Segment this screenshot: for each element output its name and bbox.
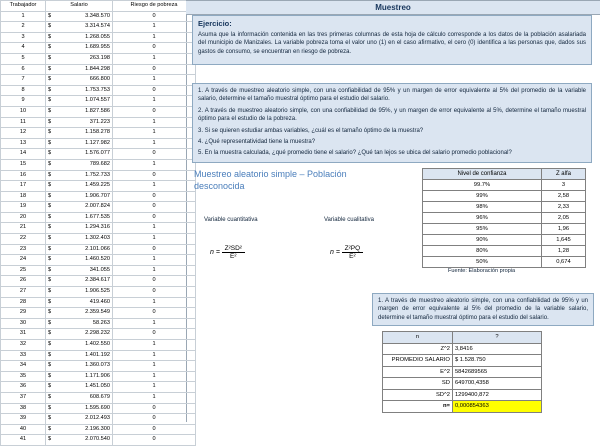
cell-salario[interactable]: $ 1.827.586	[46, 106, 113, 117]
cell-salario[interactable]: $ 1.268.055	[46, 32, 113, 43]
z-value: 1,96	[541, 224, 585, 235]
confidence-row	[423, 202, 586, 213]
cell-salario[interactable]: $ 2.007.824	[46, 202, 113, 213]
formula-fraction-quantitative	[222, 245, 245, 260]
table-row[interactable]	[1, 255, 196, 266]
cell-salario[interactable]: $ 371.223	[46, 117, 113, 128]
cell-trabajador[interactable]: 11	[1, 117, 46, 128]
cell-riesgo-pobreza[interactable]: 1	[113, 265, 196, 276]
cell-trabajador[interactable]: 30	[1, 318, 46, 329]
column-header-riesgo: Riesgo de pobreza	[113, 1, 196, 12]
cell-trabajador[interactable]: 17	[1, 181, 46, 192]
cell-riesgo-pobreza[interactable]: 1	[113, 234, 196, 245]
table-row[interactable]	[1, 371, 196, 382]
calc-row-label: Z^2	[383, 343, 453, 355]
cell-salario[interactable]: $ 1.906.525	[46, 287, 113, 298]
table-row[interactable]	[1, 234, 196, 245]
table-row[interactable]	[1, 138, 196, 149]
cell-riesgo-pobreza[interactable]: 0	[113, 435, 196, 446]
calc-row-value[interactable]: 3,8416	[452, 343, 541, 355]
formula-lhs-quantitative: n =	[210, 249, 220, 256]
column-header-trabajador: Trabajador	[1, 1, 46, 12]
cell-riesgo-pobreza[interactable]: 1	[113, 53, 196, 64]
confidence-level-value: 90%	[423, 235, 542, 246]
cell-salario[interactable]: $ 1.595.690	[46, 403, 113, 414]
z-value: 2,05	[541, 213, 585, 224]
cell-riesgo-pobreza[interactable]: 1	[113, 361, 196, 372]
confidence-header-row	[423, 169, 586, 180]
column-header-salario: Salario	[46, 1, 113, 12]
cell-salario[interactable]: $ 1.360.073	[46, 361, 113, 372]
cell-salario[interactable]: $ 608.679	[46, 392, 113, 403]
cell-riesgo-pobreza[interactable]: 0	[113, 170, 196, 181]
cell-riesgo-pobreza[interactable]: 1	[113, 350, 196, 361]
confidence-level-value: 96%	[423, 213, 542, 224]
z-value: 2,33	[541, 202, 585, 213]
cell-trabajador[interactable]: 16	[1, 170, 46, 181]
cell-trabajador[interactable]: 39	[1, 414, 46, 425]
table-row[interactable]	[1, 170, 196, 181]
cell-riesgo-pobreza[interactable]: 1	[113, 297, 196, 308]
table-header-row	[1, 1, 196, 12]
table-row[interactable]	[1, 149, 196, 160]
z-value: 0,674	[541, 257, 585, 268]
cell-riesgo-pobreza[interactable]: 1	[113, 75, 196, 86]
calc-header-value: ?	[452, 332, 541, 344]
cell-salario[interactable]: $ 58.263	[46, 318, 113, 329]
cell-trabajador[interactable]: 31	[1, 329, 46, 340]
cell-trabajador[interactable]: 26	[1, 276, 46, 287]
z-value: 1,28	[541, 246, 585, 257]
cell-trabajador[interactable]: 35	[1, 371, 46, 382]
cell-riesgo-pobreza[interactable]: 0	[113, 64, 196, 75]
cell-riesgo-pobreza[interactable]: 0	[113, 11, 196, 22]
lower-statement-box: 1. A través de muestreo aleatorio simple, con una confiabilidad de 95% y un margen de error equivalente al 5% del promedio de la variable salario, determine el tamaño muestral óptimo para el estudio del salario.	[372, 293, 594, 326]
cell-riesgo-pobreza[interactable]: 0	[113, 308, 196, 319]
cell-trabajador[interactable]: 28	[1, 297, 46, 308]
confidence-row	[423, 180, 586, 191]
formula-den-quantitative: E²	[230, 253, 237, 260]
cell-riesgo-pobreza[interactable]: 0	[113, 403, 196, 414]
table-row[interactable]	[1, 43, 196, 54]
cell-trabajador[interactable]: 40	[1, 424, 46, 435]
calc-row[interactable]	[383, 378, 542, 390]
table-row[interactable]	[1, 159, 196, 170]
cell-salario[interactable]: $ 666.800	[46, 75, 113, 86]
confidence-level-value: 95%	[423, 224, 542, 235]
cell-trabajador[interactable]: 12	[1, 128, 46, 139]
calc-row-value[interactable]: 649700,4358	[452, 378, 541, 390]
table-row[interactable]	[1, 96, 196, 107]
table-row[interactable]	[1, 424, 196, 435]
table-row[interactable]	[1, 297, 196, 308]
calc-row-value[interactable]: 5842689565	[452, 366, 541, 378]
calc-row-label: PROMEDIO SALARIO	[383, 355, 453, 367]
cell-salario[interactable]: $ 789.682	[46, 159, 113, 170]
confidence-row	[423, 191, 586, 202]
cell-trabajador[interactable]: 19	[1, 202, 46, 213]
cell-salario[interactable]: $ 1.460.520	[46, 255, 113, 266]
cell-salario[interactable]: $ 1.074.557	[46, 96, 113, 107]
z-value: 1,645	[541, 235, 585, 246]
question-3: 3. Si se quieren estudiar ambas variables, ¿cuál es el tamaño óptimo de la muestra?	[198, 127, 424, 134]
z-value: 3	[541, 180, 585, 191]
cell-salario[interactable]: $ 3.348.570	[46, 11, 113, 22]
calc-result-value[interactable]: 0,000854363	[452, 401, 541, 413]
cell-riesgo-pobreza[interactable]: 1	[113, 255, 196, 266]
table-row[interactable]	[1, 22, 196, 33]
formula-den-qualitative: E²	[349, 253, 356, 260]
table-row[interactable]	[1, 85, 196, 96]
cell-salario[interactable]: $ 1.402.550	[46, 340, 113, 351]
cell-trabajador[interactable]: 23	[1, 244, 46, 255]
cell-trabajador[interactable]: 22	[1, 234, 46, 245]
exercise-box	[192, 15, 592, 65]
calc-row[interactable]	[383, 343, 542, 355]
cell-salario[interactable]: $ 1.677.535	[46, 212, 113, 223]
calc-table-body[interactable]	[383, 343, 542, 401]
cell-riesgo-pobreza[interactable]: 1	[113, 22, 196, 33]
cell-riesgo-pobreza[interactable]: 0	[113, 202, 196, 213]
label-variable-cualitativa: Variable cualitativa	[324, 217, 374, 223]
cell-riesgo-pobreza[interactable]: 1	[113, 318, 196, 329]
calc-row[interactable]	[383, 355, 542, 367]
confidence-header-level: Nivel de confianza	[423, 169, 542, 180]
content-panel	[186, 0, 600, 422]
formula-qualitative	[330, 245, 363, 260]
cell-trabajador[interactable]: 27	[1, 287, 46, 298]
confidence-table-body	[423, 180, 586, 268]
cell-salario[interactable]: $ 1.844.298	[46, 64, 113, 75]
cell-salario[interactable]: $ 1.576.077	[46, 149, 113, 160]
exercise-paragraph: Asuma que la información contenida en las tres primeras columnas de esta hoja de cálculo corresponde a los datos de la población asalariada del municipio de Manizales. La variable pobreza toma el valor uno (1) en el caso afirmativo, el cero (0) identifica a las personas que, dados sus gastos de consumo, se encuentran en riesgo de pobreza.	[198, 32, 586, 55]
cell-salario[interactable]: $ 2.359.549	[46, 308, 113, 319]
confidence-level-value: 98%	[423, 202, 542, 213]
cell-trabajador[interactable]: 2	[1, 22, 46, 33]
cell-salario[interactable]: $ 1.459.225	[46, 181, 113, 192]
cell-riesgo-pobreza[interactable]: 0	[113, 212, 196, 223]
cell-salario[interactable]: $ 1.401.192	[46, 350, 113, 361]
cell-riesgo-pobreza[interactable]: 0	[113, 106, 196, 117]
cell-salario[interactable]: $ 419.460	[46, 297, 113, 308]
exercise-heading: Ejercicio:	[198, 19, 232, 28]
cell-trabajador[interactable]: 13	[1, 138, 46, 149]
cell-riesgo-pobreza[interactable]: 1	[113, 32, 196, 43]
calc-result-row[interactable]	[383, 401, 542, 413]
cell-riesgo-pobreza[interactable]: 0	[113, 329, 196, 340]
cell-trabajador[interactable]: 18	[1, 191, 46, 202]
cell-trabajador[interactable]: 34	[1, 361, 46, 372]
cell-trabajador[interactable]: 10	[1, 106, 46, 117]
question-2: 2. A través de muestreo aleatorio simple, con una confiabilidad de 95%, y un margen de error equivalente al 5%, determine el tamaño muestral óptimo para el estudio de la pobreza.	[198, 107, 586, 123]
cell-riesgo-pobreza[interactable]: 1	[113, 159, 196, 170]
cell-riesgo-pobreza[interactable]: 0	[113, 276, 196, 287]
table-row[interactable]	[1, 32, 196, 43]
table-row[interactable]	[1, 212, 196, 223]
calc-result-label: n=	[383, 401, 453, 413]
data-grid[interactable]	[0, 0, 187, 443]
cell-trabajador[interactable]: 15	[1, 159, 46, 170]
cell-salario[interactable]: $ 1.753.753	[46, 85, 113, 96]
calc-row-value[interactable]: 1299400,872	[452, 389, 541, 401]
cell-salario[interactable]: $ 341.055	[46, 265, 113, 276]
table-row[interactable]	[1, 117, 196, 128]
cell-riesgo-pobreza[interactable]: 0	[113, 191, 196, 202]
table-row[interactable]	[1, 106, 196, 117]
cell-riesgo-pobreza[interactable]: 1	[113, 181, 196, 192]
calculation-table[interactable]	[382, 331, 542, 413]
questions-box	[192, 83, 592, 163]
cell-trabajador[interactable]: 36	[1, 382, 46, 393]
cell-riesgo-pobreza[interactable]: 1	[113, 371, 196, 382]
table-row[interactable]	[1, 329, 196, 340]
confidence-level-value: 50%	[423, 257, 542, 268]
table-row[interactable]	[1, 276, 196, 287]
question-4: 4. ¿Qué representatividad tiene la muestra?	[198, 139, 316, 146]
cell-trabajador[interactable]: 33	[1, 350, 46, 361]
calc-row-label: E^2	[383, 366, 453, 378]
cell-trabajador[interactable]: 3	[1, 32, 46, 43]
cell-riesgo-pobreza[interactable]: 1	[113, 382, 196, 393]
cell-riesgo-pobreza[interactable]: 1	[113, 223, 196, 234]
formula-num-qualitative: Z²PQ	[342, 245, 364, 253]
confidence-level-value: 80%	[423, 246, 542, 257]
table-row[interactable]	[1, 392, 196, 403]
cell-salario[interactable]: $ 1.689.955	[46, 43, 113, 54]
cell-riesgo-pobreza[interactable]: 1	[113, 117, 196, 128]
table-row[interactable]	[1, 128, 196, 139]
cell-trabajador[interactable]: 8	[1, 85, 46, 96]
calc-row-label: SD	[383, 378, 453, 390]
table-row[interactable]	[1, 435, 196, 446]
cell-salario[interactable]: $ 1.294.316	[46, 223, 113, 234]
cell-riesgo-pobreza[interactable]: 0	[113, 244, 196, 255]
cell-trabajador[interactable]: 6	[1, 64, 46, 75]
cell-riesgo-pobreza[interactable]: 0	[113, 43, 196, 54]
cell-salario[interactable]: $ 2.101.066	[46, 244, 113, 255]
table-row[interactable]	[1, 244, 196, 255]
cell-trabajador[interactable]: 41	[1, 435, 46, 446]
confidence-level-table	[422, 168, 586, 268]
cell-trabajador[interactable]: 38	[1, 403, 46, 414]
source-note: Fuente: Elaboración propia	[448, 268, 516, 274]
cell-salario[interactable]: $ 1.127.982	[46, 138, 113, 149]
cell-salario[interactable]: $ 1.451.050	[46, 382, 113, 393]
table-row[interactable]	[1, 318, 196, 329]
cell-riesgo-pobreza[interactable]: 1	[113, 138, 196, 149]
table-row[interactable]	[1, 11, 196, 22]
cell-trabajador[interactable]: 37	[1, 392, 46, 403]
cell-riesgo-pobreza[interactable]: 1	[113, 96, 196, 107]
cell-salario[interactable]: $ 1.158.278	[46, 128, 113, 139]
table-row[interactable]	[1, 340, 196, 351]
cell-riesgo-pobreza[interactable]: 0	[113, 414, 196, 425]
cell-salario[interactable]: $ 2.196.300	[46, 424, 113, 435]
page-title: Muestreo	[186, 0, 600, 15]
cell-riesgo-pobreza[interactable]: 0	[113, 85, 196, 96]
cell-salario[interactable]: $ 263.198	[46, 53, 113, 64]
cell-trabajador[interactable]: 20	[1, 212, 46, 223]
cell-salario[interactable]: $ 1.302.403	[46, 234, 113, 245]
confidence-header-z: Z alfa	[541, 169, 585, 180]
table-row[interactable]	[1, 361, 196, 372]
table-row[interactable]	[1, 382, 196, 393]
table-row[interactable]	[1, 287, 196, 298]
formulas-area	[196, 205, 406, 280]
calc-row-value[interactable]: $ 1.528.750	[452, 355, 541, 367]
table-row[interactable]	[1, 223, 196, 234]
cell-salario[interactable]: $ 2.298.232	[46, 329, 113, 340]
calc-header-n: n	[383, 332, 453, 344]
cell-trabajador[interactable]: 4	[1, 43, 46, 54]
table-row[interactable]	[1, 75, 196, 86]
cell-salario[interactable]: $ 1.171.906	[46, 371, 113, 382]
calc-row[interactable]	[383, 389, 542, 401]
calc-header-row	[383, 332, 542, 344]
cell-salario[interactable]: $ 2.384.617	[46, 276, 113, 287]
formula-fraction-qualitative	[342, 245, 364, 260]
table-row[interactable]	[1, 202, 196, 213]
formula-quantitative	[210, 245, 245, 260]
formula-lhs-qualitative: n =	[330, 249, 340, 256]
cell-trabajador[interactable]: 29	[1, 308, 46, 319]
confidence-row	[423, 235, 586, 246]
confidence-level-value: 99%	[423, 191, 542, 202]
table-row[interactable]	[1, 64, 196, 75]
cell-salario[interactable]: $ 2.012.493	[46, 414, 113, 425]
cell-riesgo-pobreza[interactable]: 0	[113, 149, 196, 160]
confidence-row	[423, 224, 586, 235]
cell-trabajador[interactable]: 24	[1, 255, 46, 266]
table-row[interactable]	[1, 191, 196, 202]
cell-trabajador[interactable]: 21	[1, 223, 46, 234]
cell-salario[interactable]: $ 1.752.733	[46, 170, 113, 181]
calc-row[interactable]	[383, 366, 542, 378]
cell-trabajador[interactable]: 5	[1, 53, 46, 64]
calc-row-label: SD^2	[383, 389, 453, 401]
cell-riesgo-pobreza[interactable]: 1	[113, 392, 196, 403]
label-variable-cuantitativa: Variable cuantitativa	[204, 217, 258, 223]
table-row[interactable]	[1, 350, 196, 361]
cell-riesgo-pobreza[interactable]: 1	[113, 128, 196, 139]
table-body[interactable]	[1, 11, 196, 445]
salary-table[interactable]	[0, 0, 196, 446]
table-row[interactable]	[1, 403, 196, 414]
question-1: 1. A través de muestreo aleatorio simple, con una confiabilidad de 95% y un margen de error equivalente al 5% del promedio de la variable salario, determine el tamaño muestral óptimo para el estudio del salario.	[198, 88, 586, 103]
cell-riesgo-pobreza[interactable]: 1	[113, 340, 196, 351]
confidence-row	[423, 257, 586, 268]
confidence-level-value: 99.7%	[423, 180, 542, 191]
formula-num-quantitative: Z²SD²	[222, 245, 245, 253]
cell-trabajador[interactable]: 14	[1, 149, 46, 160]
cell-trabajador[interactable]: 7	[1, 75, 46, 86]
question-5: 5. En la muestra calculada, ¿qué promedio tiene el salario? ¿Qué tan lejos se ubica del salario promedio poblacional?	[198, 150, 512, 157]
cell-salario[interactable]: $ 3.314.574	[46, 22, 113, 33]
z-value: 2,58	[541, 191, 585, 202]
confidence-row	[423, 246, 586, 257]
confidence-row	[423, 213, 586, 224]
cell-riesgo-pobreza[interactable]: 0	[113, 287, 196, 298]
cell-trabajador[interactable]: 25	[1, 265, 46, 276]
table-row[interactable]	[1, 414, 196, 425]
section-heading: Muestreo aleatorio simple – Población desconocida	[194, 169, 347, 191]
table-row[interactable]	[1, 181, 196, 192]
cell-salario[interactable]: $ 2.070.540	[46, 435, 113, 446]
table-row[interactable]	[1, 265, 196, 276]
cell-salario[interactable]: $ 1.906.707	[46, 191, 113, 202]
table-row[interactable]	[1, 308, 196, 319]
cell-trabajador[interactable]: 1	[1, 11, 46, 22]
cell-riesgo-pobreza[interactable]: 0	[113, 424, 196, 435]
cell-trabajador[interactable]: 32	[1, 340, 46, 351]
cell-trabajador[interactable]: 9	[1, 96, 46, 107]
table-row[interactable]	[1, 53, 196, 64]
